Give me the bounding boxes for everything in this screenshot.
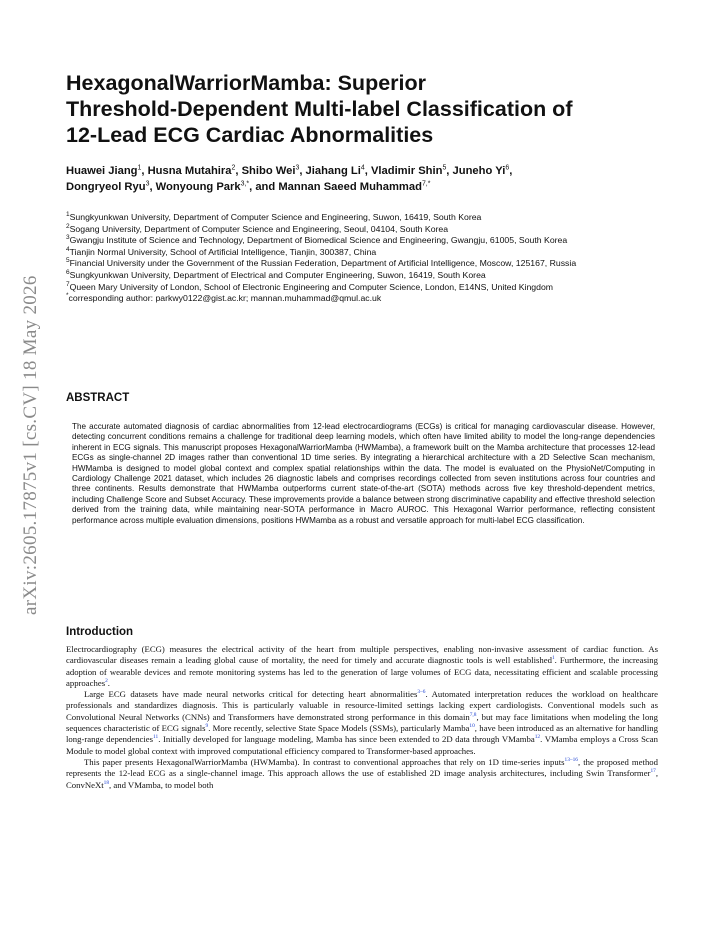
- paragraph-text: , have been introduced as an alternative for handling long-range dependencies: [66, 723, 658, 745]
- affiliation-text: Gwangju Institute of Science and Technology, Department of Biomedical Science and Engineering, Gwangju, 61005, South Korea: [69, 235, 568, 246]
- affiliation-mark: 6: [66, 269, 70, 277]
- affiliation-mark: 5: [66, 257, 70, 265]
- paragraph-text: . More recently, selective State Space Models (SSMs), particularly Mamba: [208, 723, 470, 734]
- abstract-heading: ABSTRACT: [66, 392, 130, 404]
- citation-link: 17: [650, 768, 656, 775]
- paragraph-text: . Furthermore, the increasing adoption of wearable devices and remote monitoring systems has led to the generation of large volumes of ECG data, necessitating efficient and scalable processing approaches: [66, 655, 658, 688]
- affiliation-text: Tianjin Normal University, School of Artificial Intelligence, Tianjin, 300387, China: [69, 246, 377, 257]
- affiliation-item: [66, 212, 658, 224]
- author-affiliation-mark: 6: [505, 164, 510, 172]
- affiliation-mark: *: [66, 292, 69, 300]
- affiliation-item: [66, 224, 658, 236]
- author-name: Husna Mutahira: [147, 165, 232, 177]
- affiliation-item: [66, 270, 658, 282]
- affiliation-mark: 2: [66, 222, 70, 230]
- author-name: Huawei Jiang: [66, 165, 138, 177]
- author-list: Huawei Jiang$^1$, Husna Mutahira$^2$, Shibo Wei$^3$, Jiahang Li$^4$, Vladimir Shin$^5$, Juneho Yi$^6$, Dongryeol Ryu$^3$, Wonyoung Park$^{3,*}$, and Mannan Saeed Muhammad$^{7,*}$: [66, 164, 513, 193]
- introduction-body: [66, 644, 658, 791]
- affiliation-text: Sungkyunkwan University, Department of Electrical and Computer Engineering, Suwon, 16419, South Korea: [69, 269, 486, 280]
- paragraph-text: Large ECG datasets have made neural networks critical for detecting heart abnormalities: [84, 689, 418, 700]
- author-affiliation-mark: 5: [442, 164, 447, 172]
- affiliation-item: [66, 282, 658, 294]
- title-line: HexagonalWarriorMamba: Superior: [66, 71, 426, 95]
- affiliation-mark: 3: [66, 234, 70, 242]
- citation-link: 11: [153, 734, 159, 741]
- affiliation-text: corresponding author: parkwy0122@gist.ac.kr; mannan.muhammad@qmul.ac.uk: [68, 293, 382, 304]
- citation-link: 9: [205, 723, 209, 730]
- abstract-body: The accurate automated diagnosis of cardiac abnormalities from 12-lead electrocardiograms (ECGs) is critical for managing cardiovascular disease. However, detecting concurrent conditions remains a challenge for traditional deep learning models, which often have limited ability to model the long-range dependencies inherent in ECG signals. This manuscript proposes HexagonalWarriorMamba (HWMamba), a framework built on the Mamba architecture that processes 12-lead ECGs as single-channel 2D images rather than conventional 1D time series. By integrating a hierarchical architecture with a 2D Selective Scan mechanism, HWMamba is designed to model global context and complex spatial relationships within the data. The model is evaluated on the PhysioNet/Computing in Cardiology Challenge 2021 dataset, which includes 26 diagnostic labels and comprises recordings collected from seven institutions across four countries and three continents. Results demonstrate that HWMamba outperforms current state-of-the-art (SOTA) methods across five key threshold-dependent metrics, including Challenge Score and Subset Accuracy. These improvements provide a balance between strong discriminative capability and effective threshold selection derived from the training data, while maintaining near-SOTA performance in Macro AUROC. This Hexagonal Warrior performance, reflecting consistent performance across multiple evaluation dimensions, positions HWMamba as a robust and versatile approach for multi-label ECG classification.: [72, 422, 655, 525]
- citation-link: 13–16: [564, 757, 578, 764]
- author-name: Mannan Saeed Muhammad: [278, 181, 422, 193]
- introduction-paragraph: [66, 644, 658, 689]
- arxiv-identifier: arXiv:2605.17875v1 [cs.CV] 18 May 2026: [20, 275, 41, 615]
- paragraph-text: This paper presents HexagonalWarriorMamba (HWMamba). In contrast to conventional approaches that rely on 1D time-series inputs: [84, 756, 565, 767]
- introduction-paragraph: [66, 689, 658, 757]
- paragraph-text: . Initially developed for language modeling, Mamba has since been extended to 2D data through VMamba: [158, 734, 535, 745]
- affiliation-list: [66, 212, 658, 305]
- introduction-paragraph: [66, 757, 658, 791]
- affiliation-mark: 4: [66, 245, 70, 253]
- affiliation-mark: 1: [66, 211, 70, 219]
- affiliation-text: Queen Mary University of London, School of Electronic Engineering and Computer Science, London, E14NS, United Kingdom: [69, 281, 554, 292]
- paragraph-text: .: [107, 677, 110, 688]
- author-affiliation-mark: 4: [360, 164, 365, 172]
- citation-link: 7,8: [469, 711, 477, 718]
- affiliation-text: Financial University under the Government of the Russian Federation, Department of Artificial Intelligence, Moscow, 125167, Russia: [69, 258, 577, 269]
- paragraph-text: , but may face limitations when modeling the long sequences characteristic of ECG signals: [66, 711, 658, 734]
- author-affiliation-mark: 3: [145, 180, 150, 188]
- citation-link: 12: [534, 734, 541, 741]
- affiliation-item: [66, 247, 658, 259]
- affiliation-item: [66, 258, 658, 270]
- author-affiliation-mark: 1: [137, 164, 142, 172]
- author-affiliation-mark: 2: [231, 164, 236, 172]
- author-affiliation-mark: 7,*: [421, 180, 431, 188]
- paragraph-text: Electrocardiography (ECG) measures the electrical activity of the heart from multiple perspectives, enabling non-invasive assessment of cardiac function. As cardiovascular diseases remain a leading global cause of mortality, the need for timely and accurate diagnostic tools is well established: [66, 644, 658, 666]
- paragraph-text: . Automated interpretation reduces the workload on healthcare professionals and standardizes diagnosis. This is particularly valuable in resource-limited settings lacking expert cardiologists. Conventional models such as Convolutional Neural Networks (CNNs) and Transformers have demonstrated strong performance in this domain: [66, 689, 658, 722]
- affiliation-item: [66, 235, 658, 247]
- affiliation-text: Sungkyunkwan University, Department of Computer Science and Engineering, Suwon, 16419, South Korea: [69, 212, 482, 222]
- author-name: Vladimir Shin: [370, 165, 443, 177]
- affiliation-item: [66, 293, 658, 305]
- author-name: Jiahang Li: [305, 165, 361, 177]
- citation-link: 1: [551, 655, 555, 662]
- title-line: Threshold-Dependent Multi-label Classification of: [66, 97, 573, 121]
- introduction-heading: Introduction: [66, 626, 134, 638]
- author-name: Dongryeol Ryu: [66, 181, 146, 193]
- paragraph-text: , and VMamba, to model both: [109, 779, 214, 790]
- paragraph-text: , ConvNeXt: [66, 768, 658, 790]
- citation-link: 10: [469, 723, 475, 730]
- citation-link: 3–6: [417, 689, 426, 696]
- author-name: Shibo Wei: [241, 165, 296, 177]
- affiliation-mark: 7: [66, 280, 70, 288]
- paragraph-text: , the proposed method represents the 12-lead ECG as a single-channel image. This approach allows the use of established 2D image analysis architectures, including Swin Transformer: [66, 756, 658, 779]
- affiliation-text: Sogang University, Department of Computer Science and Engineering, Seoul, 04104, South Korea: [69, 223, 449, 234]
- author-name: Juneho Yi: [452, 165, 506, 177]
- title-line: 12-Lead ECG Cardiac Abnormalities: [66, 123, 434, 147]
- author-affiliation-mark: 3,*: [240, 180, 250, 188]
- citation-link: 2: [105, 678, 108, 684]
- paper-title: [66, 70, 658, 148]
- paragraph-text: . VMamba employs a Cross Scan Module to model global context with improved computational efficiency compared to Transformer-based approaches.: [66, 734, 658, 756]
- author-affiliation-mark: 3: [295, 164, 300, 172]
- author-name: Wonyoung Park: [155, 181, 241, 193]
- citation-link: 18: [103, 779, 110, 786]
